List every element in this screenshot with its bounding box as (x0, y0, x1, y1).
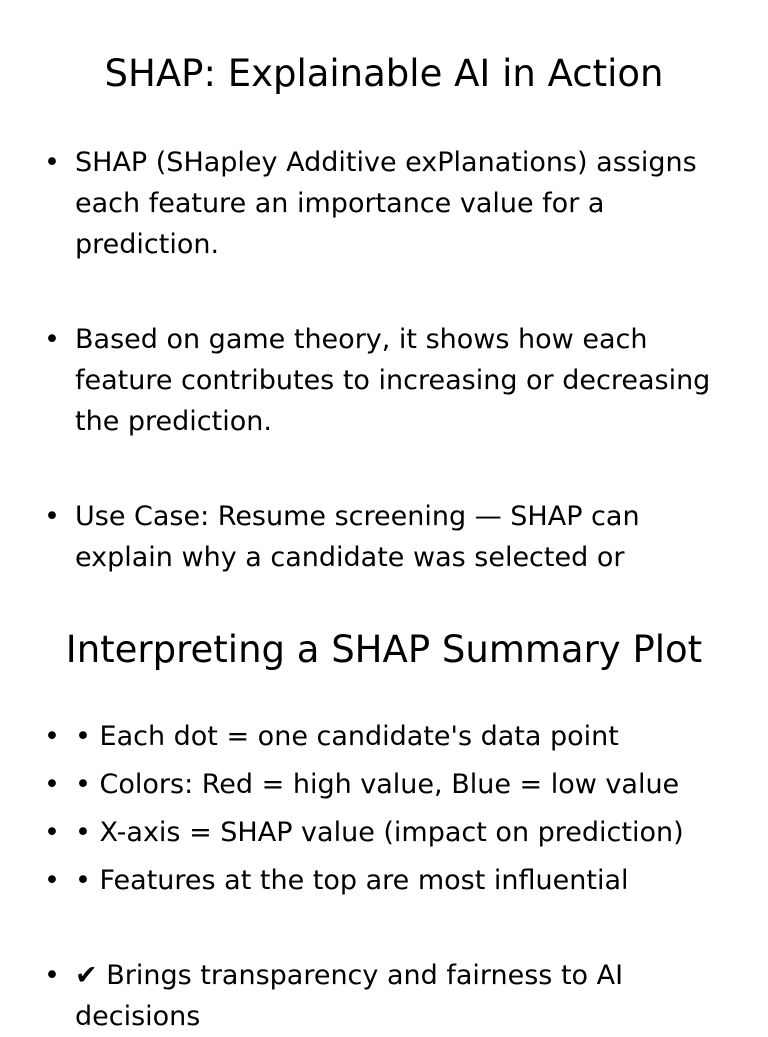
slide-title: SHAP: Explainable AI in Action (104, 52, 664, 95)
slide-title: Interpreting a SHAP Summary Plot (65, 628, 703, 671)
bullet-item: • • Features at the top are most influential (44, 860, 734, 901)
bullet-item: • SHAP (SHapley Additive exPlanations) assigns each feature an importance value for a prediction. (44, 142, 734, 265)
slide-interpreting-shap-plot (0, 576, 768, 1032)
bullet-item: • • Each dot = one candidate's data point (44, 716, 734, 757)
bullet-item: • • Colors: Red = high value, Blue = low value (44, 764, 734, 805)
bullet-item: • ✔ Brings transparency and fairness to AI decisions (44, 955, 734, 1037)
bullet-item: • • X-axis = SHAP value (impact on prediction) (44, 812, 734, 853)
bullet-item: • Based on game theory, it shows how each feature contributes to increasing or decreasing the prediction. (44, 319, 734, 442)
bullet-item: • Use Case: Resume screening — SHAP can explain why a candidate was selected or (44, 496, 734, 578)
bullet-list (44, 142, 734, 578)
bullet-list (44, 716, 734, 1037)
